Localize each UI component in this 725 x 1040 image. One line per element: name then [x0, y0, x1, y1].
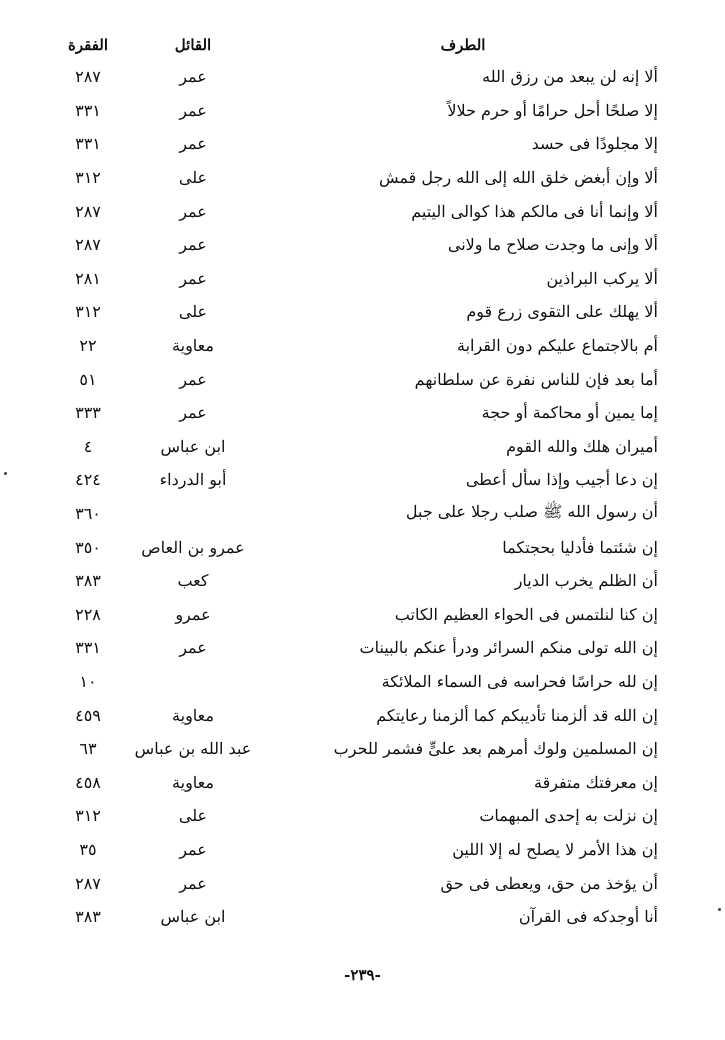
row-paragraph: ٣٣١	[75, 100, 101, 120]
row-speaker: عمر	[179, 134, 207, 154]
row-paragraph: ٣١٢	[75, 168, 101, 188]
row-phrase: ألا يهلك على التقوى زرع قوم	[466, 302, 658, 322]
row-speaker: ابن عباس	[160, 907, 226, 927]
row-paragraph: ٣٨٣	[75, 571, 101, 591]
page-number: -٢٣٩-	[344, 966, 381, 984]
row-speaker: عمرو	[175, 604, 211, 624]
row-speaker: عمر	[179, 369, 207, 389]
row-paragraph: ٣١٢	[75, 302, 101, 322]
row-paragraph: ٤٢٤	[75, 470, 101, 490]
row-paragraph: ٣٥٠	[75, 537, 101, 557]
row-paragraph: ١٠	[79, 671, 97, 691]
row-speaker: عمر	[179, 67, 207, 87]
row-paragraph: ٢٨٧	[75, 201, 101, 221]
row-phrase: أن رسول الله ﷺ صلب رجلا على جبل	[405, 502, 658, 522]
row-phrase: إن شئتما فأدليا بحجتكما	[502, 537, 658, 557]
row-phrase: ألا إنه لن يبعد من رزق الله	[482, 67, 658, 87]
table-row	[58, 665, 658, 699]
table-row	[58, 362, 658, 396]
table-row	[58, 127, 658, 161]
row-phrase: أميران هلك والله القوم	[506, 436, 658, 456]
row-phrase: ألا يركب البراذين	[546, 268, 658, 288]
row-phrase: إن الله قد ألزمنا تأديبكم كما ألزمنا رعايتكم	[376, 705, 658, 725]
row-phrase: إن كنا لنلتمس فى الحواء العظيم الكاتب	[394, 604, 658, 624]
table-row	[58, 329, 658, 363]
row-paragraph: ٣٥	[79, 839, 97, 859]
row-phrase: إلا صلحًا أحل حرامًا أو حرم حلالاً	[447, 100, 658, 120]
table-row	[58, 463, 658, 497]
row-speaker: على	[178, 168, 208, 188]
row-speaker: ابن عباس	[160, 436, 226, 456]
header-phrase: الطرف	[440, 36, 486, 54]
table-row	[58, 430, 658, 464]
row-paragraph: ٦٣	[79, 739, 97, 759]
row-phrase: أن الظلم يخرب الديار	[514, 571, 658, 591]
row-speaker: عمر	[179, 873, 207, 893]
row-paragraph: ٢٨٧	[75, 235, 101, 255]
row-paragraph: ٥١	[79, 369, 97, 389]
row-speaker: أبو الدرداء	[159, 470, 227, 490]
row-speaker: معاوية	[172, 336, 214, 356]
row-speaker: عمر	[179, 235, 207, 255]
row-paragraph: ٣٣١	[75, 134, 101, 154]
table-row	[58, 900, 658, 934]
row-speaker: عمر	[179, 638, 207, 658]
table-row	[58, 866, 658, 900]
row-phrase: إن لله حراسًا فحراسه فى السماء الملائكة	[381, 671, 658, 691]
row-paragraph: ٣٣١	[75, 638, 101, 658]
index-table	[58, 30, 658, 933]
table-row	[58, 228, 658, 262]
scan-mark	[4, 472, 7, 475]
row-phrase: إن هذا الأمر لا يصلح له إلا اللين	[452, 839, 658, 859]
row-speaker: عمر	[179, 201, 207, 221]
row-phrase: إن نزلت به إحدى المبهمات	[479, 806, 658, 826]
table-row	[58, 161, 658, 195]
row-paragraph: ٣٦٠	[75, 504, 101, 524]
row-speaker: كعب	[177, 571, 209, 591]
table-row	[58, 194, 658, 228]
table-row	[58, 732, 658, 766]
row-phrase: أم بالاجتماع عليكم دون القرابة	[456, 336, 658, 356]
header-speaker: القائل	[174, 36, 212, 54]
row-phrase: إن المسلمين ولوك أمرهم بعد علىٍّ فشمر للحرب	[333, 739, 658, 759]
row-paragraph: ٣٨٣	[75, 907, 101, 927]
table-row	[58, 396, 658, 430]
row-paragraph: ٣٣٣	[75, 403, 101, 423]
table-row	[58, 262, 658, 296]
row-phrase: إن دعا أجيب وإذا سأل أعطى	[465, 470, 658, 490]
scan-mark	[718, 908, 721, 911]
row-phrase: إلا مجلودًا فى حسد	[531, 134, 658, 154]
table-row	[58, 799, 658, 833]
header-row	[58, 30, 658, 60]
row-speaker: على	[178, 302, 208, 322]
row-speaker: عمر	[179, 839, 207, 859]
row-paragraph: ٤٥٨	[75, 772, 101, 792]
table-row	[58, 631, 658, 665]
table-row	[58, 60, 658, 94]
row-speaker: عمر	[179, 268, 207, 288]
table-row	[58, 530, 658, 564]
table-row	[58, 765, 658, 799]
row-paragraph: ٢٢٨	[75, 604, 101, 624]
row-phrase: أنا أوجدكه فى القرآن	[518, 907, 658, 927]
row-speaker: معاوية	[172, 772, 214, 792]
table-row	[58, 598, 658, 632]
row-speaker	[118, 665, 268, 699]
table-row	[58, 833, 658, 867]
table-row	[58, 698, 658, 732]
row-speaker: عمرو بن العاص	[141, 537, 245, 557]
table-row	[58, 94, 658, 128]
row-phrase: أن يؤخذ من حق، ويعطى فى حق	[440, 873, 658, 893]
table-row	[58, 497, 658, 531]
row-phrase: أما بعد فإن للناس نفرة عن سلطانهم	[414, 369, 658, 389]
row-speaker	[118, 497, 268, 531]
table-row	[58, 295, 658, 329]
row-paragraph: ٤٥٩	[75, 705, 101, 725]
row-paragraph: ٣١٢	[75, 806, 101, 826]
header-paragraph: الفقرة	[67, 36, 109, 54]
row-phrase: ألا وإن أبغض خلق الله إلى الله رجل قمش	[378, 168, 658, 188]
row-phrase: إن معرفتك متفرقة	[534, 772, 658, 792]
row-paragraph: ٢٨٧	[75, 67, 101, 87]
row-phrase: ألا وإنى ما وجدت صلاح ما ولانى	[447, 235, 658, 255]
row-speaker: معاوية	[172, 705, 214, 725]
row-speaker: على	[178, 806, 208, 826]
row-speaker: عمر	[179, 100, 207, 120]
row-speaker: عبد الله بن عباس	[134, 739, 252, 759]
index-rows	[58, 60, 658, 933]
row-phrase: إما يمين أو محاكمة أو حجة	[481, 403, 658, 423]
row-speaker: عمر	[179, 403, 207, 423]
row-paragraph: ٢٨٧	[75, 873, 101, 893]
row-paragraph: ٤	[83, 436, 93, 456]
row-phrase: ألا وإنما أنا فى مالكم هذا كوالى اليتيم	[411, 201, 658, 221]
row-phrase: إن الله تولى منكم السرائر ودرأ عنكم بالبينات	[359, 638, 658, 658]
row-paragraph: ٢٢	[79, 336, 97, 356]
table-row	[58, 564, 658, 598]
row-paragraph: ٢٨١	[75, 268, 101, 288]
